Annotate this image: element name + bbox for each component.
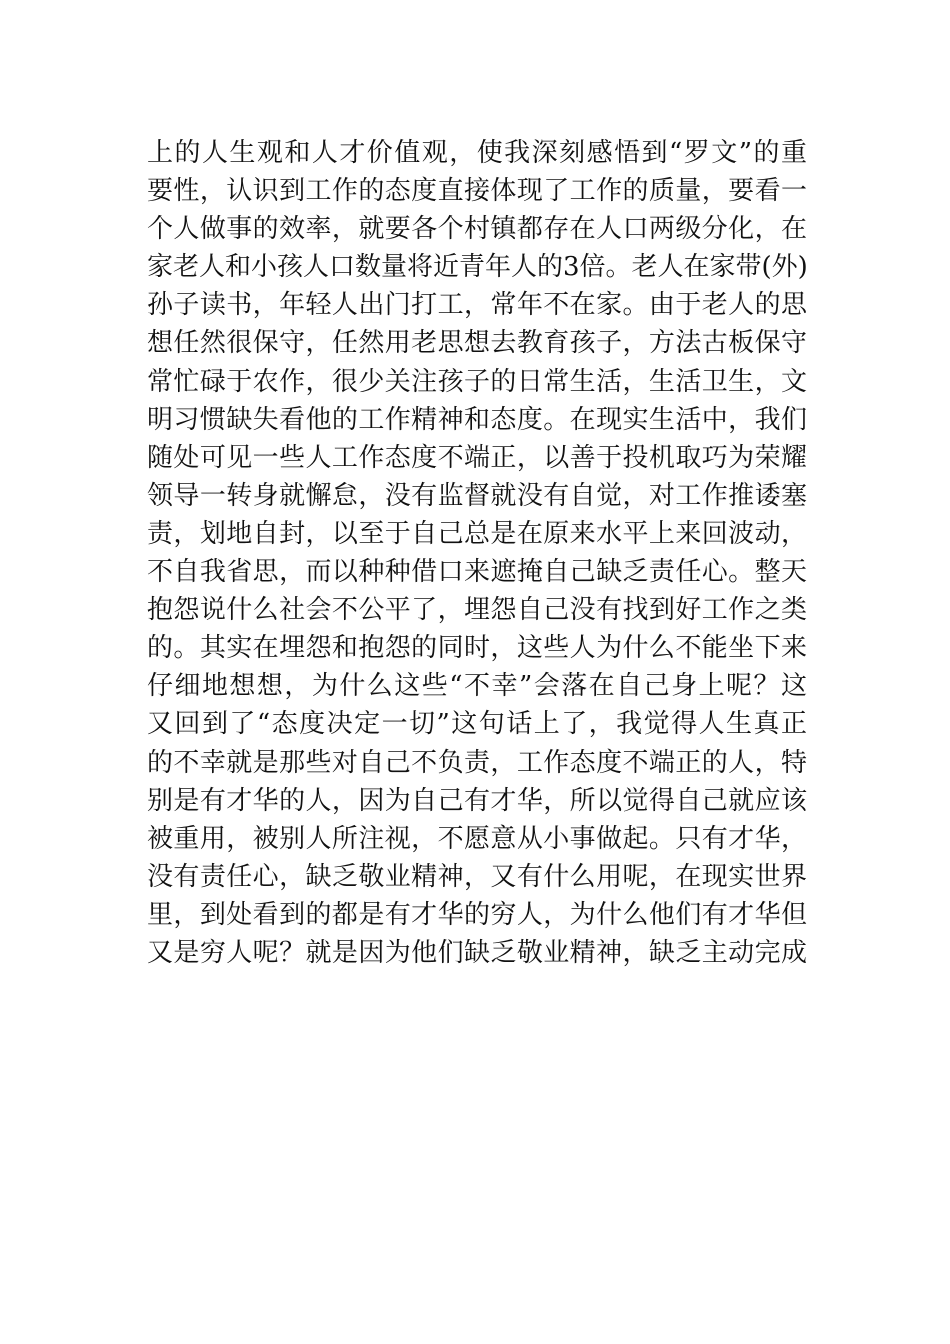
text-line: 要性，认识到工作的态度直接体现了工作的质量，要看一: [147, 176, 807, 207]
text-line: 明习惯缺失看他的工作精神和态度。在现实生活中，我们: [147, 404, 807, 435]
text-line: 没有责任心，缺乏敬业精神，又有什么用呢，在现实世界: [147, 861, 807, 892]
text-line: 常忙碌于农作，很少关注孩子的日常生活，生活卫生，文: [147, 366, 807, 397]
text-line: 里，到处看到的都是有才华的穷人，为什么他们有才华但: [147, 899, 807, 930]
text-line: 别是有才华的人，因为自己有才华，所以觉得自己就应该: [147, 785, 807, 816]
text-line: 家老人和小孩人口数量将近青年人的3倍。老人在家带(外): [147, 252, 808, 283]
text-line: 仔细地想想，为什么这些“不幸”会落在自己身上呢？这: [147, 671, 807, 702]
text-line: 不自我省思，而以种种借口来遮掩自己缺乏责任心。整天: [147, 557, 807, 588]
text-line: 又回到了“态度决定一切”这句话上了，我觉得人生真正: [147, 709, 807, 740]
text-line: 的不幸就是那些对自己不负责，工作态度不端正的人，特: [147, 747, 807, 778]
text-line: 上的人生观和人才价值观，使我深刻感悟到“罗文”的重: [147, 138, 807, 168]
text-line: 责，划地自封，以至于自己总是在原来水平上来回波动，: [147, 518, 807, 549]
text-line: 随处可见一些人工作态度不端正，以善于投机取巧为荣耀: [147, 442, 807, 473]
text-line: 个人做事的效率，就要各个村镇都存在人口两级分化，在: [147, 214, 807, 245]
text-line: 领导一转身就懈怠，没有监督就没有自觉，对工作推诿塞: [147, 480, 807, 511]
text-line: 想任然很保守，任然用老思想去教育孩子，方法古板保守: [147, 328, 807, 359]
body-paragraph: [147, 134, 807, 972]
text-line: 抱怨说什么社会不公平了，埋怨自己没有找到好工作之类: [147, 595, 807, 626]
text-line: 的。其实在埋怨和抱怨的同时，这些人为什么不能坐下来: [147, 633, 807, 664]
text-line: 孙子读书，年轻人出门打工，常年不在家。由于老人的思: [147, 290, 807, 321]
text-line: 又是穷人呢？就是因为他们缺乏敬业精神，缺乏主动完成: [147, 937, 807, 968]
text-line: 被重用，被别人所注视，不愿意从小事做起。只有才华，: [147, 823, 807, 854]
